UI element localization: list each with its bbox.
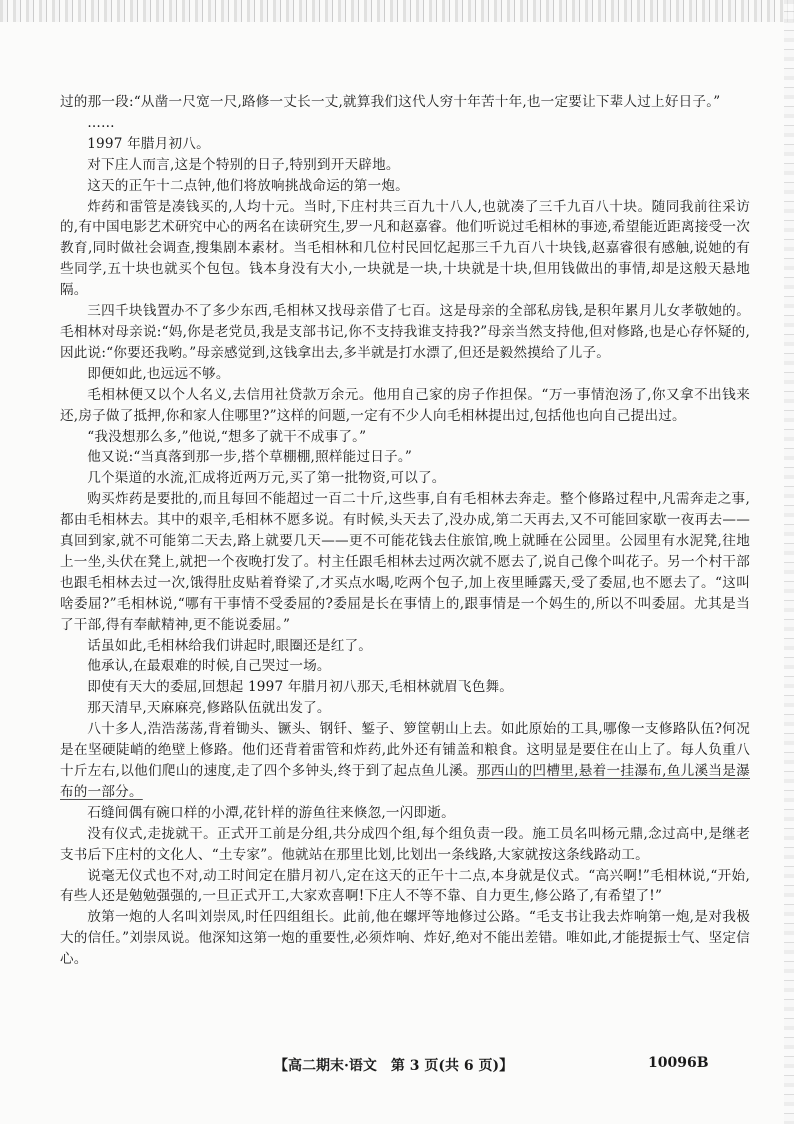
exam-label: 【高二期末·语文 第 3 页(共 6 页)】	[274, 1058, 514, 1074]
paragraph: 过的那一段:“从凿一尺宽一尺,路修一丈长一丈,就算我们这代人穷十年苦十年,也一定要让下辈人过上好日子。”	[60, 94, 721, 110]
paragraph: 那天清早,天麻麻亮,修路队伍就出发了。	[87, 700, 331, 717]
paragraph: “我没想那么多,”他说,“想多了就干不成事了。”	[87, 428, 367, 445]
paragraph: 石缝间偶有碗口样的小潭,花针样的游鱼往来倏忽,一闪即逝。	[87, 804, 455, 821]
paper-code: 10096B	[648, 1055, 709, 1071]
paragraph: 他承认,在最艰难的时候,自己哭过一场。	[87, 658, 331, 675]
paragraph: 说毫无仪式也不对,动工时间定在腊月初八,定在这天的正午十二点,本身就是仪式。“高兴啊!”毛相林说,“开始,有些人还是勉勉强强的,一旦正式开工,大家欢喜啊!下庄人不等不靠、自力更生,修公路了,有希望了!”	[60, 867, 750, 905]
paragraph: 即使有天大的委屈,回想起 1997 年腊月初八那天,毛相林就眉飞色舞。	[87, 679, 514, 696]
paragraph: 他又说:“当真落到那一步,搭个草棚棚,照样能过日子。”	[87, 449, 412, 466]
paragraph: 这天的正午十二点钟,他们将放响挑战命运的第一炮。	[87, 177, 409, 194]
ellipsis-line: ……	[87, 114, 115, 131]
paragraph: 即便如此,也远远不够。	[87, 365, 230, 382]
scan-top-edge	[0, 0, 794, 22]
paragraph: 毛相林便又以个人名义,去信用社贷款万余元。他用自己家的房子作担保。“万一事情泡汤了,你又拿不出钱来还,房子做了抵押,你和家人住哪里?”这样的问题,一定有不少人向毛相林提出过,包括他也向自己提出过。	[60, 386, 750, 424]
paragraph: 放第一炮的人名叫刘崇凤,时任四组组长。此前,他在螺坪等地修过公路。“毛支书让我去炸响第一炮,是对我极大的信任。”刘崇凤说。他深知这第一炮的重要性,必须炸响、炸好,绝对不能出差错。唯如此,才能提振士气、坚定信心。	[60, 909, 750, 968]
page-footer	[0, 1055, 794, 1079]
paragraph: 没有仪式,走拢就干。正式开工前是分组,共分成四个组,每个组负责一段。施工员名叫杨元鼎,念过高中,是继老支书后下庄村的文化人、“土专家”。他就站在那里比划,比划出一条线路,大家就按这条线路动工。	[60, 825, 750, 863]
paragraph: 话虽如此,毛相林给我们讲起时,眼圈还是红了。	[87, 637, 373, 654]
paragraph: 购买炸药是要批的,而且每回不能超过一百二十斤,这些事,自有毛相林去奔走。整个修路过程中,凡需奔走之事,都由毛相林去。其中的艰辛,毛相林不愿多说。有时候,头天去了,没办成,第二天再去,又不可能回家歇一夜再去——真回到家,就不可能第二天去,路上就要几天——更不可能花钱去住旅馆,晚上就睡在公园里。公园里有水泥凳,往地上一坐,头伏在凳上,就把一个夜晚打发了。村主任跟毛相林去过两次就不愿去了,说自己像个叫花子。另一个村干部也跟毛相林去过一次,饿得肚皮贴着脊梁了,才买点水喝,吃两个包子,加上夜里睡露天,受了委屈,也不愿去了。“这叫啥委屈?”毛相林说,“哪有干事情不受委屈的?委屈是长在事情上的,跟事情是一个妈生的,所以不叫委屈。尤其是当了干部,得有奉献精神,更不能说委屈。”	[60, 491, 750, 633]
paragraph: 几个渠道的水流,汇成将近两万元,买了第一批物资,可以了。	[87, 470, 446, 487]
underlined-sentence: 那西山的凹槽里,悬着一挂瀑布,鱼儿溪当是瀑布的一部分。	[60, 763, 750, 800]
paragraph-text: 八十多人,浩浩荡荡,背着锄头、镢头、钢钎、錾子、箩筐朝山上去。如此原始的工具,哪像一支修路队伍?何况是在坚硬陡峭的绝壁上修路。他们还背着雷管和炸药,此外还有铺盖和粮食。这明显是要住在山上了。每人负重八十斤左右,以他们爬山的速度,走了四个多钟头,终于到了起点鱼儿溪。	[60, 721, 750, 779]
paragraph-with-underline	[60, 719, 750, 803]
scan-right-edge	[784, 0, 794, 1124]
paragraph: 炸药和雷管是凑钱买的,人均十元。当时,下庄村共三百九十八人,也就凑了三千九百八十块。随同我前往采访的,有中国电影艺术研究中心的两名在读研究生,罗一凡和赵嘉睿。他们听说过毛相林的事迹,希望能近距离接受一次教育,同时做社会调查,搜集剧本素材。当毛相林和几位村民回忆起那三千九百八十块钱,赵嘉睿很有感触,说她的有些同学,五十块也就买个包包。钱本身没有大小,一块就是一块,十块就是十块,但用钱做出的事情,却是这般天悬地隔。	[60, 198, 750, 299]
paragraph: 1997 年腊月初八。	[87, 135, 210, 152]
article-body	[60, 92, 750, 970]
paragraph: 三四千块钱置办不了多少东西,毛相林又找母亲借了七百。这是母亲的全部私房钱,是积年累月儿女孝敬她的。毛相林对母亲说:“妈,你是老党员,我是支部书记,你不支持我谁支持我?”母亲当然支持他,但对修路,也是心存怀疑的,因此说:“你要还我哟。”母亲感觉到,这钱拿出去,多半就是打水漂了,但还是毅然摸给了儿子。	[60, 303, 750, 361]
paragraph: 对下庄人而言,这是个特别的日子,特别到开天辟地。	[87, 156, 400, 173]
